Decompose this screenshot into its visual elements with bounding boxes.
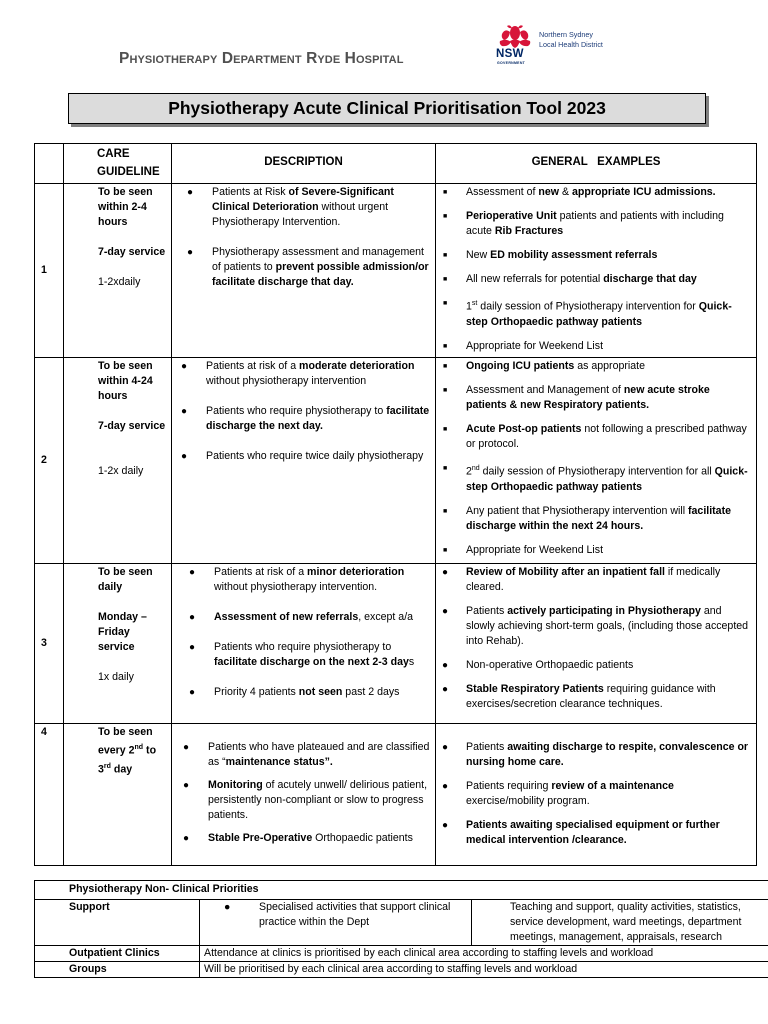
example-item: ● Patients requiring review of a maintenance exercise/mobility program. (442, 780, 674, 807)
table-header-row (35, 144, 757, 184)
priority-number: 4 (35, 724, 64, 866)
header-examples: GENERAL EXAMPLES (436, 144, 757, 184)
care-guideline-cell (64, 358, 172, 564)
example-item: ■ Assessment of new & appropriate ICU admissions. (443, 186, 716, 198)
description-item: ● Priority 4 patients not seen past 2 days (189, 686, 400, 698)
examples-cell (436, 564, 757, 724)
description-item: ● Patients who have plateaued and are classified as “maintenance status”. (183, 741, 430, 768)
non-clinical-title: Physiotherapy Non- Clinical Priorities (35, 881, 768, 900)
guideline-frequency: 1-2x daily (98, 465, 144, 477)
examples-cell (436, 358, 757, 564)
department-name: Physiotherapy Department Ryde Hospital (119, 50, 404, 67)
guideline-service: Monday – Friday service (98, 611, 147, 653)
guideline-seen: To be seen within 2-4 hours (98, 186, 153, 228)
support-row (35, 900, 768, 946)
priority-row-4 (35, 724, 757, 866)
groups-text: Will be prioritised by each clinical area according to staffing levels and workload (200, 962, 768, 978)
description-cell (172, 564, 436, 724)
logo-district-line1: Northern Sydney (539, 30, 593, 39)
outpatient-text: Attendance at clinics is prioritised by each clinical area according to staffing levels and workload (200, 946, 768, 962)
guideline-frequency: 1x daily (98, 671, 134, 683)
example-item: ■ Appropriate for Weekend List (443, 543, 604, 556)
description-item: ● Patients who require physiotherapy to facilitate discharge the next day. (181, 405, 430, 432)
priority-row-1 (35, 184, 757, 358)
description-cell (172, 724, 436, 866)
example-item: ● Stable Respiratory Patients requiring guidance with exercises/secretion clearance techniques. (442, 683, 716, 710)
support-description: Specialised activities that support clinical practice within the Dept (259, 901, 451, 928)
guideline-service: 7-day service (98, 246, 166, 258)
non-clinical-title-row (35, 881, 768, 900)
document-title: Physiotherapy Acute Clinical Prioritisation Tool 2023 (68, 93, 706, 124)
support-description-cell: ● Specialised activities that support clinical practice within the Dept (200, 900, 472, 946)
description-item: ● Patients at Risk of Severe-Significant Clinical Deterioration without urgent Physiotherapy Intervention. (187, 186, 394, 228)
support-label: Support (35, 900, 200, 946)
description-item: ● Patients at risk of a moderate deterioration without physiotherapy intervention (181, 360, 415, 387)
description-item: ● Patients who require physiotherapy to facilitate discharge on the next 2-3 days (189, 641, 415, 668)
title-box (68, 93, 709, 127)
priority-row-2 (35, 358, 757, 564)
description-item: ● Monitoring of acutely unwell/ delirious patient, persistently non-compliant or slow to progress patients. (183, 779, 428, 821)
example-item: ■ Appropriate for Weekend List (443, 339, 604, 352)
logo-district-line2: Local Health District (539, 39, 603, 49)
support-examples: Teaching and support, quality activities, statistics, service development, ward meetings, department meetings, management, appraisals, research (472, 900, 768, 946)
example-item: ● Patients actively participating in Physiotherapy and slowly achieving short-term goals, (including those accepted into Rehab). (442, 605, 749, 647)
header-care-text: CARE GUIDELINE (97, 148, 160, 178)
waratah-icon (499, 24, 531, 48)
example-item: ● Patients awaiting specialised equipment or further medical intervention /clearance. (442, 819, 720, 846)
description-cell (172, 358, 436, 564)
header-number-cell (35, 144, 64, 184)
example-item: ■ All new referrals for potential discharge that day (443, 273, 697, 285)
description-item: ● Patients at risk of a minor deterioration without physiotherapy intervention. (189, 566, 405, 593)
example-item: ■ Assessment and Management of new acute stroke patients & new Respiratory patients. (443, 384, 710, 411)
logo-nsw-text: NSW (496, 48, 524, 60)
priority-number: 3 (35, 564, 64, 724)
logo-government-text: GOVERNMENT (497, 61, 526, 65)
example-item: ■ Ongoing ICU patients as appropriate (443, 360, 645, 372)
examples-cell (436, 724, 757, 866)
guideline-service: 7-day service (98, 420, 166, 432)
guideline-seen: To be seen every 2nd to 3rd day (98, 726, 157, 776)
example-item: ■ Perioperative Unit patients and patients with including acute Rib Fractures (443, 210, 724, 237)
example-item: ● Patients awaiting discharge to respite, convalescence or nursing home care. (442, 741, 749, 768)
example-item: ■ New ED mobility assessment referrals (443, 249, 658, 261)
example-item: ■ 2nd daily session of Physiotherapy intervention for all Quick-step Orthopaedic pathway patients (443, 465, 748, 493)
priority-number: 2 (35, 358, 64, 564)
priority-number: 1 (35, 184, 64, 358)
guideline-seen: To be seen daily (98, 566, 153, 593)
example-item: ■ Any patient that Physiotherapy intervention will facilitate discharge within the next 24 hours. (443, 504, 731, 532)
outpatient-label: Outpatient Clinics (35, 946, 200, 962)
nsw-health-logo (496, 24, 636, 64)
description-cell (172, 184, 436, 358)
priority-row-3 (35, 564, 757, 724)
logo-district-text (539, 30, 603, 49)
care-guideline-cell (64, 184, 172, 358)
groups-label: Groups (35, 962, 200, 978)
outpatient-row (35, 946, 768, 962)
groups-row (35, 962, 768, 978)
description-item: ● Stable Pre-Operative Orthopaedic patients (183, 832, 413, 844)
care-guideline-cell (64, 564, 172, 724)
non-clinical-priorities-table (34, 880, 768, 978)
example-item: ■ Acute Post-op patients not following a prescribed pathway or protocol. (443, 423, 747, 450)
prioritisation-table (34, 143, 757, 866)
example-item: ● Review of Mobility after an inpatient fall if medically cleared. (442, 566, 721, 593)
example-item: ■ 1st daily session of Physiotherapy intervention for Quick-step Orthopaedic pathway patients (443, 300, 732, 328)
guideline-frequency: 1-2xdaily (98, 276, 141, 288)
header-description: DESCRIPTION (172, 144, 436, 184)
guideline-seen: To be seen within 4-24 hours (98, 360, 153, 402)
examples-cell (436, 184, 757, 358)
care-guideline-cell (64, 724, 172, 866)
department-header (119, 50, 404, 68)
description-item: ● Patients who require twice daily physiotherapy (181, 450, 424, 462)
example-item: ● Non-operative Orthopaedic patients (442, 659, 634, 671)
header-care-guideline (64, 144, 172, 184)
description-item: ● Assessment of new referrals, except a/a (189, 611, 414, 623)
description-item: ● Physiotherapy assessment and management of patients to prevent possible admission/or facilitate discharge that day. (187, 246, 429, 288)
